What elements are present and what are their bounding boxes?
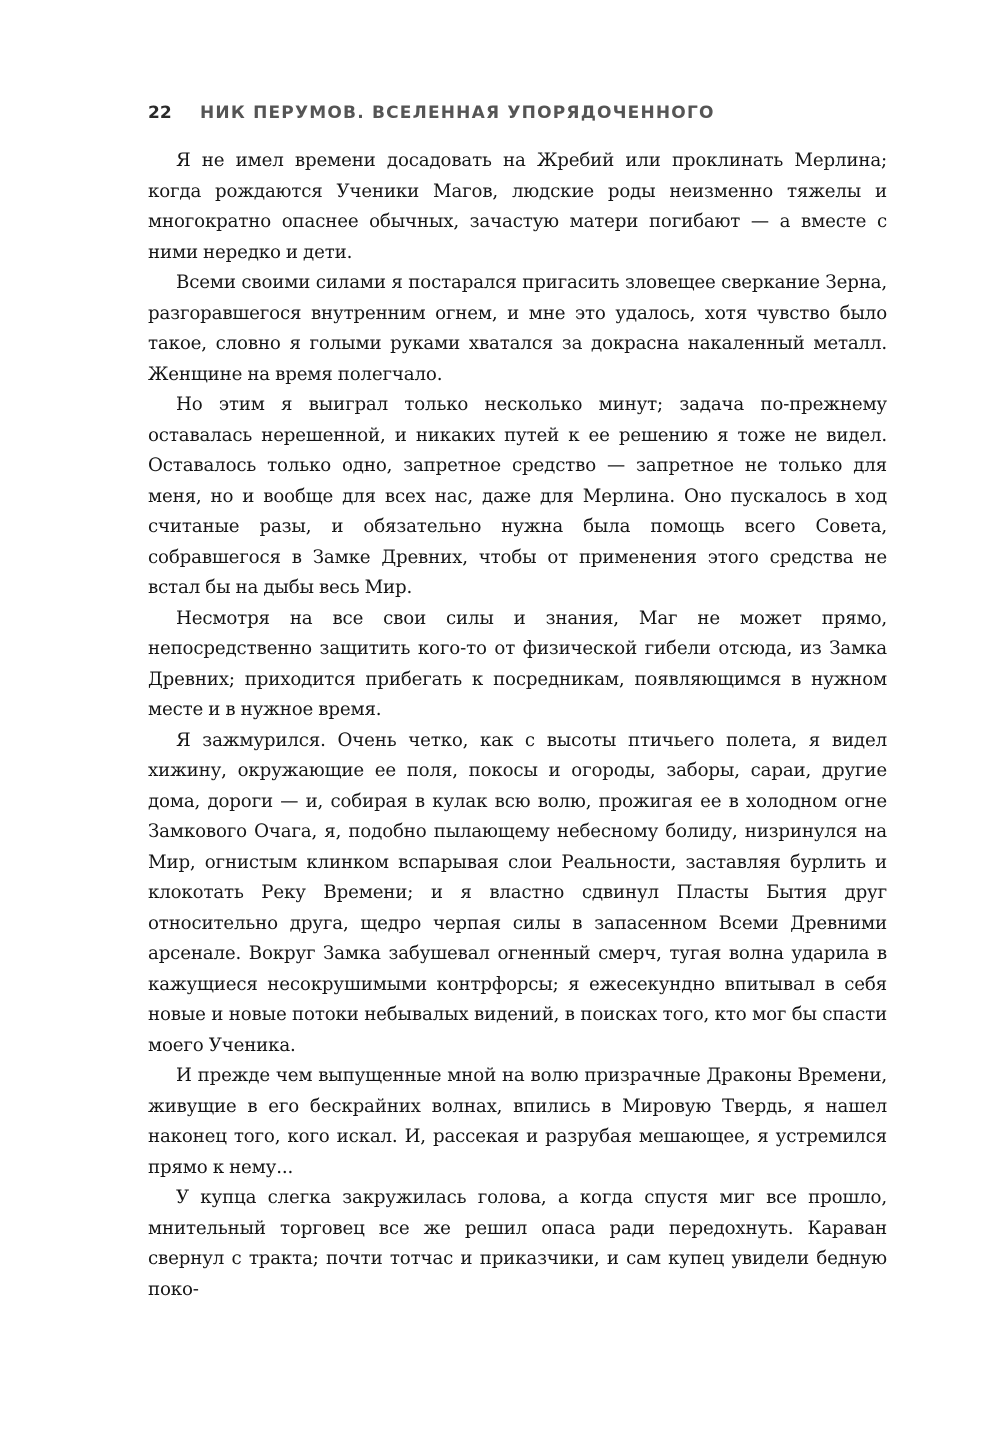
running-header: [148, 98, 888, 128]
body-text: [148, 146, 887, 1305]
paragraph: Несмотря на все свои силы и знания, Маг не может прямо, непосредственно защитить кого-то от физической гибели отсюда, из Замка Древних; приходится прибегать к посредникам, появляющимся в нужном месте и в нужное время.: [148, 607, 887, 720]
paragraph: У купца слегка закружилась голова, а когда спустя миг все прошло, мнительный торговец все же решил опаса ради передохнуть. Караван свернул с тракта; почти тотчас и приказчики, и сам купец увидели бедную поко-: [148, 1187, 887, 1300]
paragraph: Но этим я выиграл только несколько минут; задача по-прежнему оставалась нерешенной, и никаких путей к ее решению я тоже не видел. Оставалось только одно, запретное средство — запретное не только для меня, но и вообще для всех нас, даже для Мерлина. Оно пускалось в ход считаные разы, и обязательно нужна была помощь всего Совета, собравшегося в Замке Древних, чтобы от применения этого средства не встал бы на дыбы весь Мир.: [148, 394, 887, 598]
running-title: НИК ПЕРУМОВ. ВСЕЛЕННАЯ УПОРЯДОЧЕННОГО: [200, 103, 715, 123]
paragraph: Я не имел времени досадовать на Жребий или проклинать Мерлина; когда рождаются Ученики Магов, людские роды неизменно тяжелы и многократно опаснее обычных, зачастую матери погибают — а вместе с ними нередко и дети.: [148, 150, 887, 263]
page-number: 22: [148, 103, 172, 123]
paragraph: Всеми своими силами я постарался пригасить зловещее сверкание Зерна, разгоравшегося внутренним огнем, и мне это удалось, хотя чувство было такое, словно я голыми руками хватался за докрасна накаленный металл. Женщине на время полегчало.: [148, 272, 887, 385]
paragraph: И прежде чем выпущенные мной на волю призрачные Драконы Времени, живущие в его бескрайних волнах, впились в Мировую Твердь, я нашел наконец того, кого искал. И, рассекая и разрубая мешающее, я устремился прямо к нему...: [148, 1065, 887, 1178]
paragraph: Я зажмурился. Очень четко, как с высоты птичьего полета, я видел хижину, окружающие ее поля, покосы и огороды, заборы, сараи, другие дома, дороги — и, собирая в кулак всю волю, прожигая ее в холодном огне Замкового Очага, я, подобно пылающему небесному болиду, низринулся на Мир, огнистым клинком вспарывая слои Реальности, заставляя бурлить и клокотать Реку Времени; и я властно сдвинул Пласты Бытия друг относительно друга, щедро черпая силы в запасенном Всеми Древними арсенале. Вокруг Замка забушевал огненный смерч, тугая волна ударила в кажущиеся несокрушимыми контрфорсы; я ежесекундно впитывал в себя новые и новые потоки небывалых видений, в поисках того, кто мог бы спасти моего Ученика.: [148, 729, 887, 1056]
